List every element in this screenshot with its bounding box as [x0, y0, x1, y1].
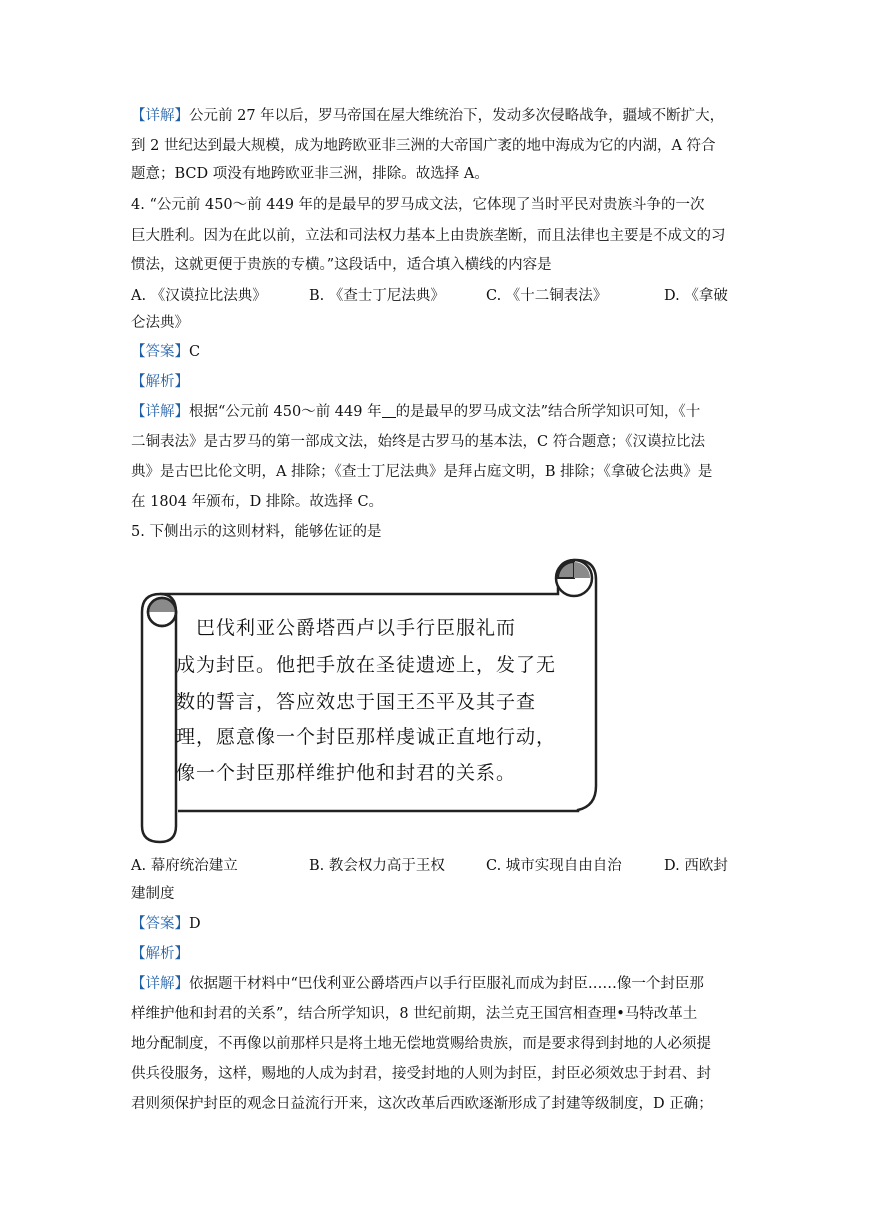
q5-option-d-wrap: 建制度: [131, 886, 175, 902]
q5-option-d: D. 西欧封: [664, 858, 728, 874]
q5-detail-line-1: 【详解】依据题干材料中“巴伐利亚公爵塔西卢以手行臣服礼而成为封臣……像一个封臣那: [131, 976, 704, 992]
detail-tag: 【详解】: [131, 108, 189, 124]
q4-detail-line-4: 在 1804 年颁布，D 排除。故选择 C。: [131, 494, 384, 510]
q4-detail-line-2: 二铜表法》是古罗马的第一部成文法，始终是古罗马的基本法，C 符合题意；《汉谟拉比法: [131, 434, 705, 450]
scroll-text-line-1: 巴伐利亚公爵塔西卢以手行臣服礼而: [196, 617, 517, 639]
q4-option-a: A. 《汉谟拉比法典》: [131, 288, 267, 304]
q4-detail-line-1: 【详解】根据“公元前 450～前 449 年 的是最早的罗马成文法”结合所学知识可知，《十: [131, 404, 701, 420]
q4-answer: 【答案】C: [131, 344, 201, 360]
q5-option-b: B. 教会权力高于王权: [309, 858, 445, 874]
q4-analysis-tag: 【解析】: [131, 374, 189, 390]
q5-option-c: C. 城市实现自由自治: [486, 858, 622, 874]
scroll-text-line-5: 像一个封臣那样维护他和封君的关系。: [176, 762, 517, 784]
q4-option-b: B. 《查士丁尼法典》: [309, 288, 445, 304]
q5-answer: 【答案】D: [131, 916, 201, 932]
q3-detail-line-2: 到 2 世纪达到最大规模，成为地跨欧亚非三洲的大帝国广袤的地中海成为它的内湖，A 符合: [131, 138, 716, 154]
q4-stem-line-1: 4. “公元前 450～前 449 年的是最早的罗马成文法，它体现了当时平民对贵族斗争的一次: [131, 197, 705, 213]
q4-option-d-wrap: 仑法典》: [131, 315, 189, 331]
q4-detail-line-3: 典》是古巴比伦文明，A 排除；《查士丁尼法典》是拜占庭文明，B 排除；《拿破仑法典》是: [131, 464, 713, 480]
q5-option-a: A. 幕府统治建立: [131, 858, 238, 874]
q3-detail-line-3: 题意；BCD 项没有地跨欧亚非三洲，排除。故选择 A。: [131, 166, 489, 182]
fill-blank: [382, 403, 396, 418]
q5-detail-line-3: 地分配制度，不再像以前那样只是将土地无偿地赏赐给贵族，而是要求得到封地的人必须提: [131, 1036, 711, 1052]
q5-stem: 5. 下侧出示的这则材料，能够佐证的是: [131, 524, 382, 540]
q3-detail-line-1: 【详解】公元前 27 年以后，罗马帝国在屋大维统治下，发动多次侵略战争，疆域不断扩大，: [131, 108, 725, 124]
q5-detail-line-2: 样维护他和封君的关系”，结合所学知识，8 世纪前期，法兰克王国宫相查理•马特改革土: [131, 1006, 698, 1022]
q4-option-c: C. 《十二铜表法》: [486, 288, 608, 304]
q4-stem-line-3: 惯法，这就更便于贵族的专横。”这段话中，适合填入横线的内容是: [131, 257, 552, 273]
scroll-text-line-3: 数的誓言，答应效忠于国王丕平及其子查: [176, 691, 537, 713]
scroll-text-line-4: 理，愿意像一个封臣那样虔诚正直地行动，: [176, 726, 557, 748]
q5-detail-line-4: 供兵役服务，这样，赐地的人成为封君，接受封地的人则为封臣，封臣必须效忠于封君、封: [131, 1066, 711, 1082]
q5-analysis-tag: 【解析】: [131, 946, 189, 962]
q4-option-d: D. 《拿破: [664, 288, 728, 304]
q4-stem-line-2: 巨大胜利。因为在此以前，立法和司法权力基本上由贵族垄断，而且法律也主要是不成文的习: [131, 228, 726, 244]
q5-detail-line-5: 君则须保护封臣的观念日益流行开来，这次改革后西欧逐渐形成了封建等级制度，D 正确；: [131, 1096, 713, 1112]
scroll-text-line-2: 成为封臣。他把手放在圣徒遗迹上，发了无: [176, 654, 557, 676]
